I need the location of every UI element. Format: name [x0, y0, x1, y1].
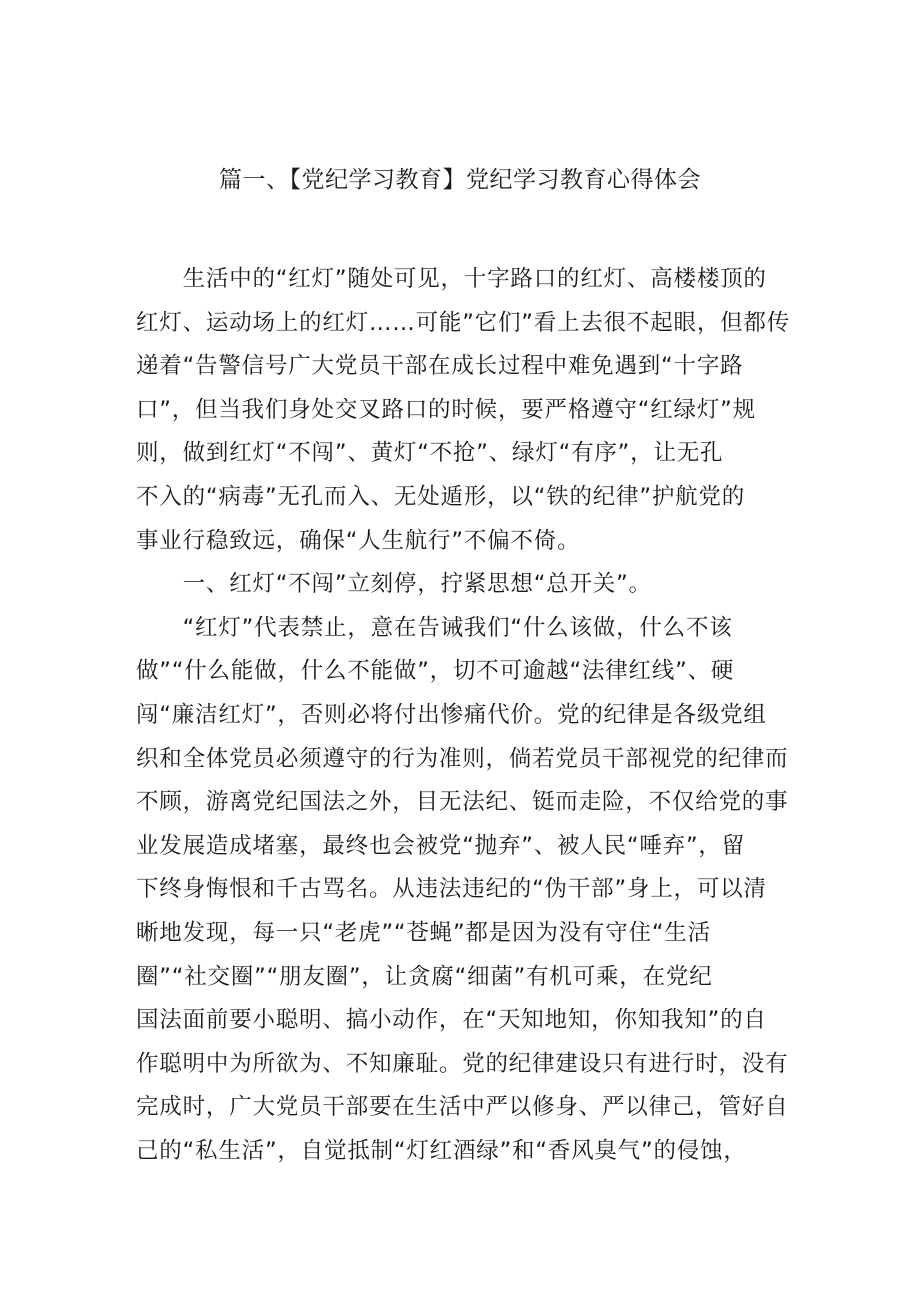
text-line: 红灯、运动场上的红灯……可能”它们”看上去很不起眼，但都传 [136, 309, 791, 336]
text-line: 己的“私生活”，自觉抵制“灯红酒绿”和“香风臭气”的侵蚀， [136, 1137, 747, 1164]
text-line: 递着“告警信号广大党员干部在成长过程中难免遇到“十字路 [136, 353, 744, 380]
text-line: 不入的“病毒”无孔而入、无处遁形，以“铁的纪律”护航党的 [136, 483, 746, 510]
text-line: 闯“廉洁红灯”，否则必将付出惨痛代价。党的纪律是各级党组 [136, 701, 767, 728]
document-body [136, 258, 796, 1173]
text-line: 作聪明中为所欲为、不知廉耻。党的纪律建设只有进行时，没有 [136, 1050, 789, 1077]
text-line: 口”，但当我们身处交叉路口的时候，要严格遵守“红绿灯”规 [136, 396, 756, 423]
text-line: 晰地发现，每一只“老虎”“苍蝇”都是因为没有守住“生活 [136, 919, 711, 946]
text-line: 国法面前要小聪明、搞小动作，在“天知地知，你知我知”的自 [136, 1007, 767, 1034]
text-line: 织和全体党员必须遵守的行为准则，倘若党员干部视党的纪律而 [136, 745, 789, 772]
text-line: 则，做到红灯“不闯”、黄灯“不抢”、绿灯“有序”，让无孔 [136, 440, 724, 467]
text-line: 不顾，游离党纪国法之外，目无法纪、铤而走险，不仅给党的事 [136, 789, 789, 816]
text-line: 圈”“社交圈”“朋友圈”，让贪腐“细菌”有机可乘，在党纪 [136, 963, 713, 990]
text-line: 完成时，广大党员干部要在生活中严以修身、严以律己，管好自 [136, 1094, 789, 1121]
document-title: 篇一、【党纪学习教育】党纪学习教育心得体会 [219, 167, 701, 193]
text-line: 业发展造成堵塞，最终也会被党“抛弃”、被人民“唾弃”，留 [136, 832, 746, 859]
text-line: 生活中的“红灯”随处可见，十字路口的红灯、高楼楼顶的 [136, 266, 767, 292]
text-line: 下终身悔恨和千古骂名。从违法违纪的“伪干部”身上，可以清 [136, 876, 767, 903]
text-line: “红灯”代表禁止，意在告诫我们“什么该做，什么不该 [136, 614, 733, 641]
text-line: 做”“什么能做，什么不能做”，切不可逾越“法律红线”、硬 [136, 658, 735, 685]
section-heading: 一、红灯“不闯”立刻停，拧紧思想“总开关”。 [136, 571, 652, 598]
text-line: 事业行稳致远，确保“人生航行”不偏不倚。 [136, 527, 581, 554]
